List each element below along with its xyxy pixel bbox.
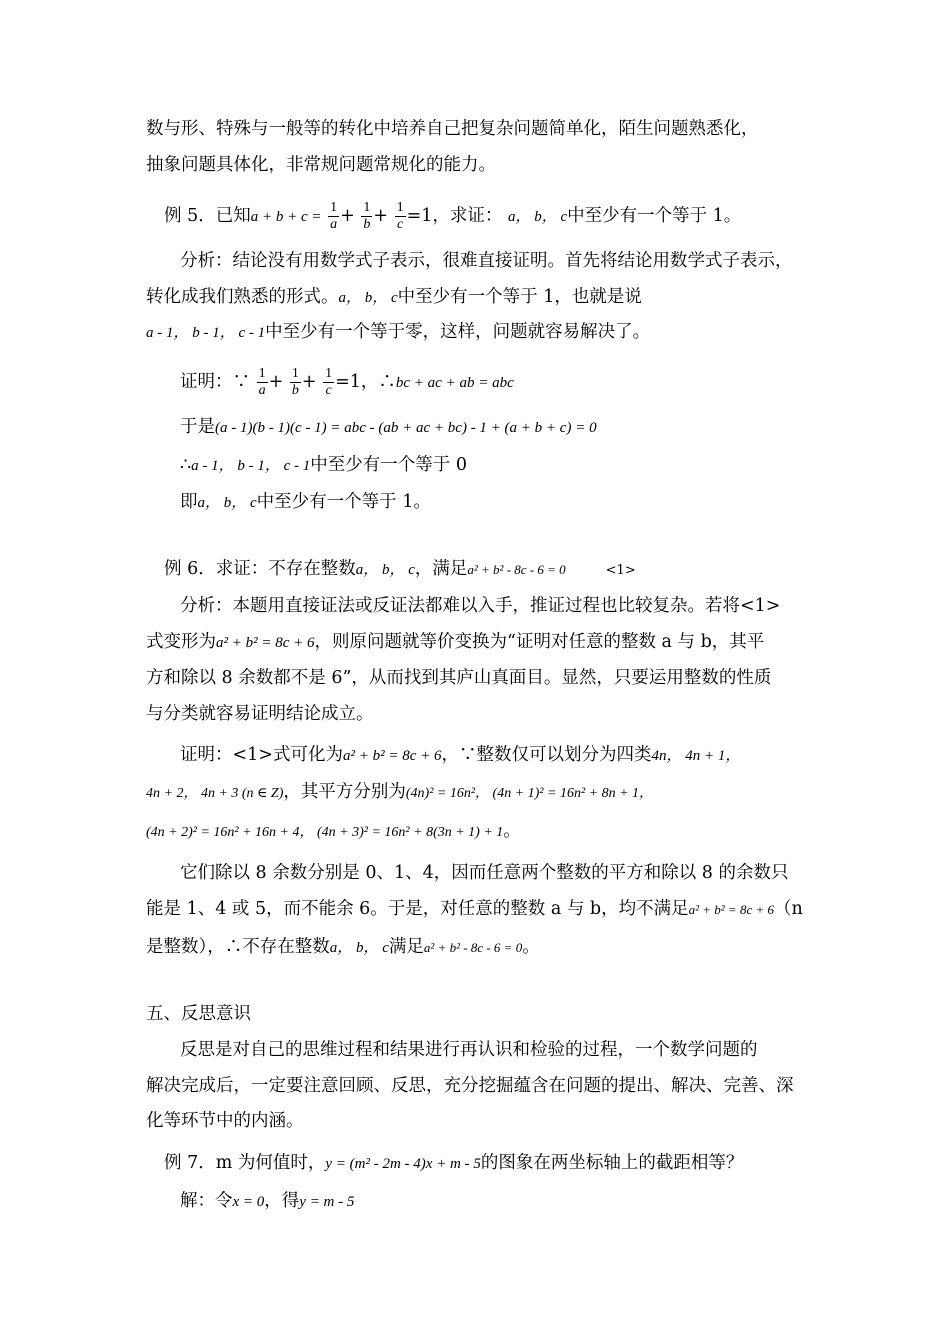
paragraph-line: 是整数），∴不存在整数a， b， c满足a² + b² - 8c - 6 = 0。: [146, 937, 540, 957]
fraction: $\frac{1}{b}$: [291, 366, 299, 398]
example-7-heading: 例 7．m 为何值时，y = (m² - 2m - 4)x + m - 5的图象在两坐标轴上的截距相等？: [164, 1153, 744, 1173]
paragraph-line: 数与形、特殊与一般等的转化中培养自己把复杂问题简单化，陌生问题熟悉化，: [146, 119, 759, 139]
analysis-line: 转化成我们熟悉的形式。a， b， c中至少有一个等于 1，也就是说: [146, 287, 642, 307]
example-6-heading: 例 6．求证：不存在整数a， b， c，满足a² + b² - 8c - 6 = 0 <1>: [164, 559, 636, 579]
paragraph-line: 解决完成后，一定要注意回顾、反思，充分挖掘蕴含在问题的提出、解决、完善、深: [146, 1076, 794, 1096]
analysis-line: a - 1， b - 1， c - 1中至少有一个等于零，这样，问题就容易解决了。: [146, 322, 651, 342]
proof-line: 于是(a - 1)(b - 1)(c - 1) = abc - (ab + ac + bc) - 1 + (a + b + c) = 0: [180, 417, 597, 437]
paragraph-line: 反思是对自己的思维过程和结果进行再认识和检验的过程，一个数学问题的: [180, 1040, 758, 1060]
proof-line: ∴a - 1， b - 1， c - 1中至少有一个等于 0: [180, 455, 467, 475]
paragraph-line: 抽象问题具体化，非常规问题常规化的能力。: [146, 155, 496, 175]
analysis-line: 式变形为a² + b² = 8c + 6，则原问题就等价变换为“证明对任意的整数 a 与 b，其平: [146, 632, 765, 652]
fraction: $\frac{1}{a}$: [258, 366, 266, 398]
analysis-line: 方和除以 8 余数都不是 6”，从而找到其庐山真面目。显然，只要运用整数的性质: [146, 668, 772, 688]
section-heading: 五、反思意识: [146, 1004, 251, 1024]
proof-line: (4n + 2)² = 16n² + 16n + 4， (4n + 3)² = 16n² + 8(3n + 1) + 1。: [146, 821, 521, 841]
fraction: $\frac{1}{c}$: [396, 200, 404, 232]
proof-line: 证明：∵ $\frac{1}{a}$ + $\frac{1}{b}$ + $\frac{1}{c}$ =1，∴bc + ac + ab = abc: [180, 366, 514, 398]
proof-line: 4n + 2， 4n + 3 (n ∈ Z)，其平方分别为(4n)² = 16n²， (4n + 1)² = 16n² + 8n + 1，: [146, 782, 654, 802]
paragraph-line: 它们除以 8 余数分别是 0、1、4，因而任意两个整数的平方和除以 8 的余数只: [180, 863, 789, 883]
paragraph-line: 能是 1、4 或 5，而不能余 6。于是，对任意的整数 a 与 b，均不满足a² + b² = 8c + 6（n: [146, 899, 803, 919]
fraction: $\frac{1}{b}$: [363, 200, 371, 232]
paragraph-line: 化等环节中的内涵。: [146, 1111, 304, 1131]
fraction: $\frac{1}{c}$: [325, 366, 333, 398]
example-5-heading: 例 5．已知a + b + c = $\frac{1}{a}$ + $\frac{1}{b}$ + $\frac{1}{c}$ =1，求证： a， b， c中至少有一个等于 1。: [164, 200, 742, 232]
solution-line: 解：令x = 0，得y = m - 5: [180, 1191, 355, 1211]
analysis-line: 分析：结论没有用数学式子表示，很难直接证明。首先将结论用数学式子表示，: [180, 251, 793, 271]
proof-line: 证明：<1>式可化为a² + b² = 8c + 6，∵整数仅可以划分为四类4n， 4n + 1，: [180, 745, 741, 765]
fraction: $\frac{1}{a}$: [330, 200, 338, 232]
analysis-line: 分析：本题用直接证法或反证法都难以入手，推证过程也比较复杂。若将<1>: [180, 596, 781, 616]
analysis-line: 与分类就容易证明结论成立。: [146, 704, 374, 724]
proof-line: 即a， b， c中至少有一个等于 1。: [180, 492, 431, 512]
